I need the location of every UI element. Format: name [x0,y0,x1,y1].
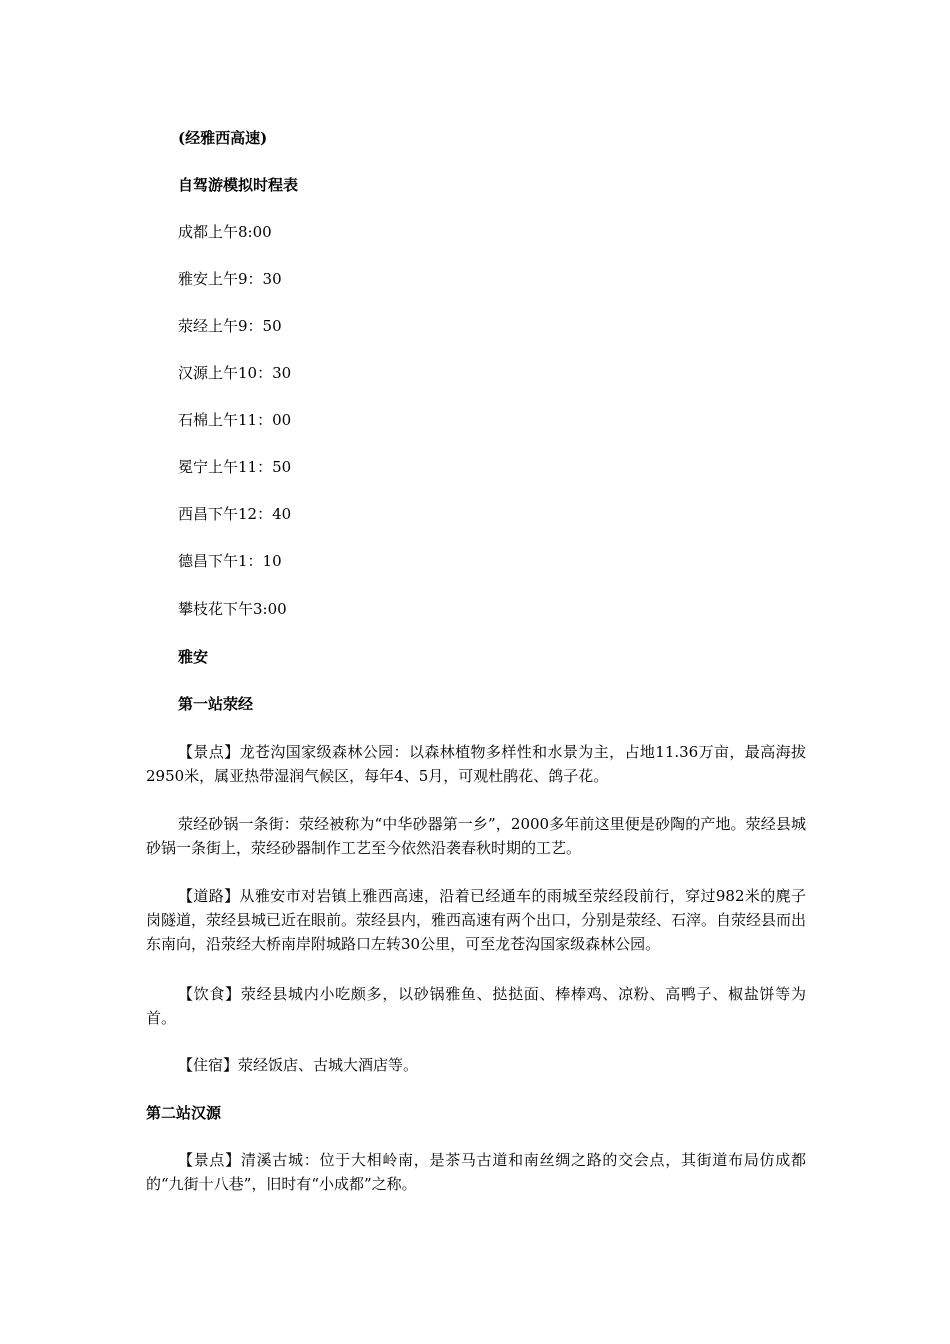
schedule-item: 成都上午8:00 [178,223,272,241]
station1-paragraph-pottery: 荥经砂锅一条街：荥经被称为“中华砂器第一乡”，2000多年前这里便是砂陶的产地。荥经县城砂锅一条街上，荥经砂器制作工艺至今依然沿袭春秋时期的工艺。 [146,815,806,857]
schedule-item: 汉源上午10：30 [178,364,292,382]
schedule-item: 攀枝花下午3:00 [178,600,287,618]
station1-title: 第一站荥经 [178,695,254,713]
schedule-item: 西昌下午12：40 [178,505,292,523]
station2-title: 第二站汉源 [146,1104,222,1122]
schedule-item: 石棉上午11：00 [178,411,292,429]
schedule-item: 德昌下午1：10 [178,552,282,570]
station1-paragraph-food: 【饮食】荥经县城内小吃颇多，以砂锅雅鱼、挞挞面、棒棒鸡、凉粉、高鸭子、椒盐饼等为首。 [146,985,806,1027]
station2-paragraph-attraction: 【景点】清溪古城：位于大相岭南，是茶马古道和南丝绸之路的交会点，其街道布局仿成都的“九街十八巷”，旧时有“小成都”之称。 [146,1151,806,1193]
schedule-item: 冕宁上午11：50 [178,458,292,476]
schedule-item: 雅安上午9：30 [178,270,282,288]
station1-paragraph-lodging: 【住宿】荥经饭店、古城大酒店等。 [178,1056,419,1074]
station1-paragraph-road: 【道路】从雅安市对岩镇上雅西高速，沿着已经通车的雨城至荥经段前行，穿过982米的麂子岗隧道，荥经县城已近在眼前。荥经县内，雅西高速有两个出口，分别是荥经、石滓。自荥经县而出东南向，沿荥经大桥南岸附城路口左转30公里，可至龙苍沟国家级森林公园。 [146,887,807,953]
schedule-item: 荥经上午9：50 [178,317,282,335]
section-heading-yaan: 雅安 [178,648,209,666]
route-heading: (经雅西高速) [178,129,268,147]
schedule-title: 自驾游模拟时程表 [178,176,299,194]
station1-paragraph-attraction: 【景点】龙苍沟国家级森林公园：以森林植物多样性和水景为主，占地11.36万亩，最高海拔2950米，属亚热带湿润气候区，每年4、5月，可观杜鹃花、鸽子花。 [146,743,806,785]
